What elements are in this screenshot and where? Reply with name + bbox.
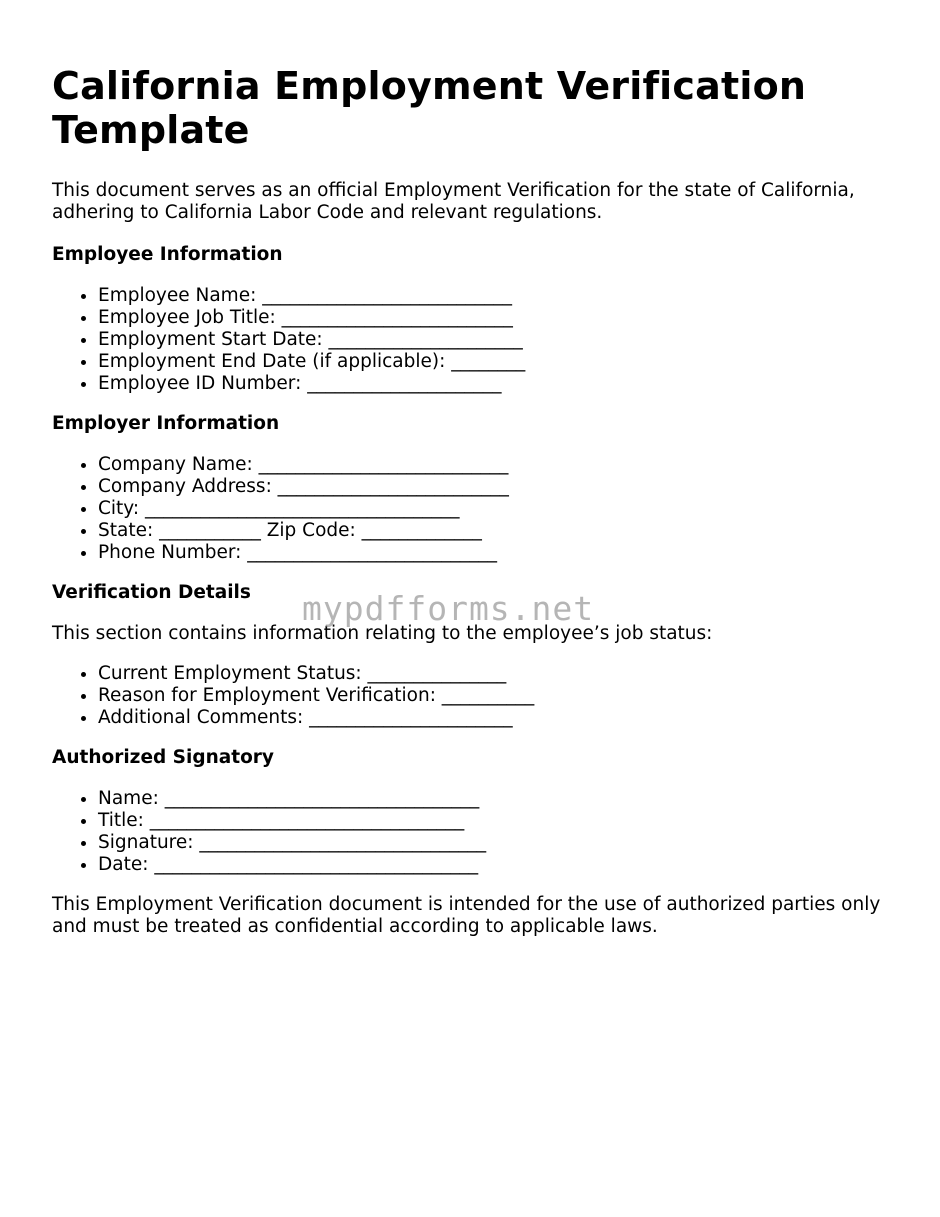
- verification-description: This section contains information relating to the employee’s job status:: [52, 623, 713, 644]
- employer-info-heading: Employer Information: [52, 413, 280, 434]
- verification-reason-field: • Reason for Employment Verification: __________: [98, 685, 902, 707]
- intro-paragraph: This document serves as an official Employment Verification for the state of California, adhering to California Labor Code and relevant regulations.: [52, 180, 855, 223]
- authorized-signatory-list: [52, 788, 902, 876]
- employment-end-date-field: • Employment End Date (if applicable): ________: [98, 351, 902, 373]
- closing-paragraph: This Employment Verification document is intended for the use of authorized parties only and must be treated as confidential according to applicable laws.: [52, 894, 881, 937]
- employee-info-list: [52, 285, 902, 395]
- additional-comments-field: • Additional Comments: ______________________: [98, 707, 902, 729]
- employer-info-list: [52, 454, 902, 564]
- company-address-field: • Company Address: _________________________: [98, 476, 902, 498]
- authorized-signatory-heading: Authorized Signatory: [52, 747, 274, 768]
- signatory-name-field: • Name: __________________________________: [98, 788, 902, 810]
- verification-details-list: [52, 663, 902, 729]
- verification-details-heading: Verification Details: [52, 582, 251, 603]
- employee-info-heading: Employee Information: [52, 244, 283, 265]
- document-page: [52, 64, 902, 938]
- current-status-field: • Current Employment Status: _______________: [98, 663, 902, 685]
- document-title: California Employment Verification Template: [52, 64, 807, 152]
- city-field: • City: __________________________________: [98, 498, 902, 520]
- date-field: • Date: ___________________________________: [98, 854, 902, 876]
- state-zip-field: • State: ___________ Zip Code: _____________: [98, 520, 902, 542]
- employee-job-title-field: • Employee Job Title: _________________________: [98, 307, 902, 329]
- employee-id-field: • Employee ID Number: _____________________: [98, 373, 902, 395]
- signatory-title-field: • Title: __________________________________: [98, 810, 902, 832]
- watermark: mypdfforms.net: [302, 589, 595, 628]
- employment-start-date-field: • Employment Start Date: _____________________: [98, 329, 902, 351]
- company-name-field: • Company Name: ___________________________: [98, 454, 902, 476]
- signature-field: • Signature: _______________________________: [98, 832, 902, 854]
- phone-number-field: • Phone Number: ___________________________: [98, 542, 902, 564]
- employee-name-field: • Employee Name: ___________________________: [98, 285, 902, 307]
